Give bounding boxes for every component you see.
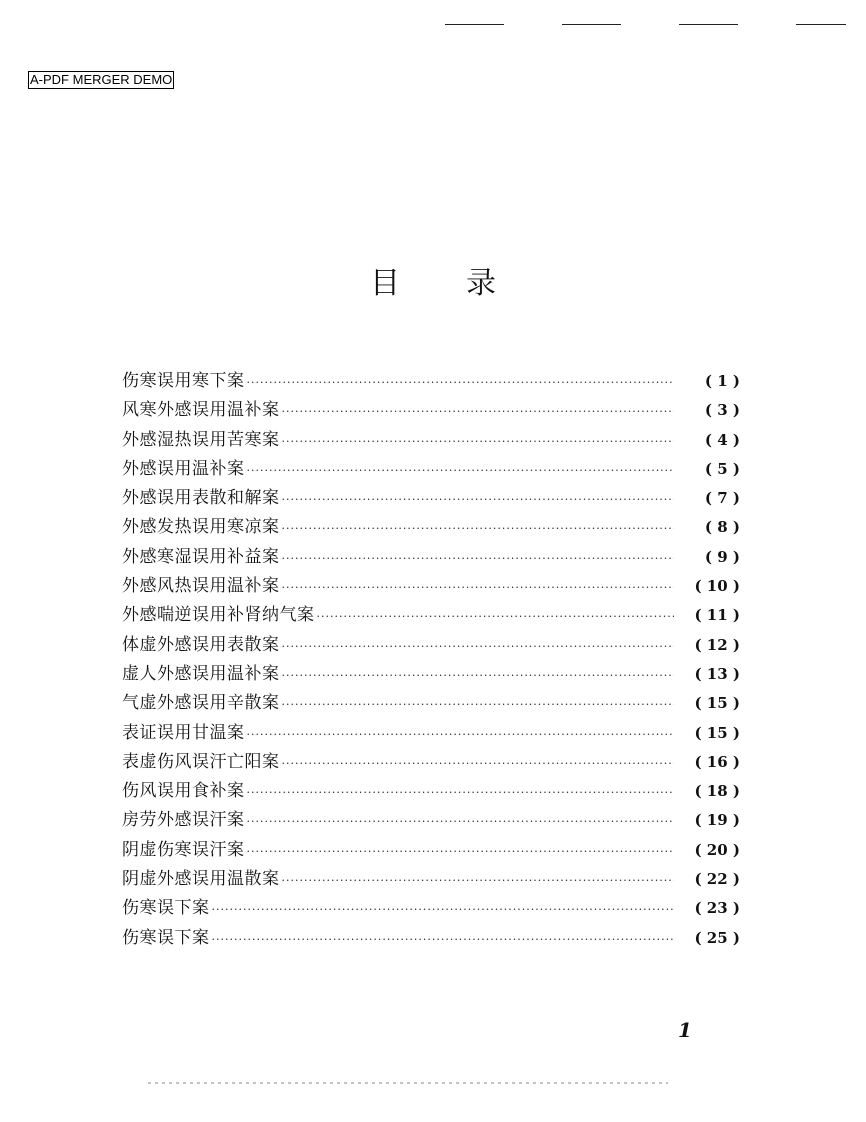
- toc-entry[interactable]: [122, 689, 740, 718]
- toc-entry[interactable]: [122, 660, 740, 689]
- toc-leader-dots: [282, 690, 675, 719]
- toc-entry-label: 伤寒误下案: [122, 898, 210, 919]
- toc-entry-label: 阴虚外感误用温散案: [122, 869, 280, 890]
- toc-entry-page: ( 23 ): [694, 899, 740, 918]
- toc-leader-dots: [317, 602, 675, 631]
- toc-entry-label: 外感风热误用温补案: [122, 576, 280, 597]
- toc-leader-dots: [282, 749, 675, 778]
- page-title: [0, 258, 866, 302]
- toc-leader-dots: [212, 895, 675, 924]
- page-number: 1: [678, 1018, 692, 1042]
- title-char-2: 录: [466, 266, 496, 301]
- toc-leader-dots: [282, 427, 675, 456]
- toc-entry-page: ( 5 ): [704, 459, 740, 478]
- toc-entry[interactable]: [122, 836, 740, 865]
- toc-leader-dots: [282, 661, 675, 690]
- toc-entry-page: ( 15 ): [694, 723, 740, 742]
- toc-entry-page: ( 16 ): [694, 752, 740, 771]
- toc-entry-label: 风寒外感误用温补案: [122, 400, 280, 421]
- toc-entry[interactable]: [122, 396, 740, 425]
- toc-entry-label: 气虚外感误用辛散案: [122, 693, 280, 714]
- toc-entry-label: 外感寒湿误用补益案: [122, 546, 280, 567]
- toc-entry[interactable]: [122, 865, 740, 894]
- toc-entry[interactable]: [122, 484, 740, 513]
- toc-entry-label: 体虚外感误用表散案: [122, 634, 280, 655]
- toc-entry-label: 阴虚伤寒误汗案: [122, 839, 245, 860]
- toc-leader-dots: [247, 368, 675, 397]
- toc-leader-dots: [247, 807, 675, 836]
- toc-entry-label: 外感喘逆误用补肾纳气案: [122, 605, 315, 626]
- toc-entry[interactable]: [122, 572, 740, 601]
- toc-entry-page: ( 13 ): [694, 664, 740, 683]
- toc-entry-label: 外感发热误用寒凉案: [122, 517, 280, 538]
- toc-entry-label: 表证误用甘温案: [122, 722, 245, 743]
- toc-entry-page: ( 7 ): [704, 489, 740, 508]
- toc-leader-dots: [247, 720, 675, 749]
- toc-leader-dots: [282, 866, 675, 895]
- toc-leader-dots: [247, 456, 675, 485]
- toc-entry[interactable]: [122, 513, 740, 542]
- toc-entry[interactable]: [122, 367, 740, 396]
- toc-entry-page: ( 12 ): [694, 635, 740, 654]
- toc-entry[interactable]: [122, 631, 740, 660]
- toc-leader-dots: [247, 837, 675, 866]
- toc-leader-dots: [282, 514, 675, 543]
- toc-entry-page: ( 20 ): [694, 840, 740, 859]
- toc-entry[interactable]: [122, 719, 740, 748]
- toc-entry[interactable]: [122, 777, 740, 806]
- watermark-stamp: A-PDF MERGER DEMO: [30, 72, 173, 87]
- toc-leader-dots: [282, 544, 675, 573]
- toc-entry-page: ( 10 ): [694, 577, 740, 596]
- header-rule-4: [796, 24, 846, 25]
- header-rule-3: [679, 24, 738, 25]
- toc-entry-label: 伤风误用食补案: [122, 781, 245, 802]
- toc-entry-page: ( 9 ): [704, 547, 740, 566]
- toc-entry[interactable]: [122, 543, 740, 572]
- toc-entry[interactable]: [122, 601, 740, 630]
- toc-entry-page: ( 3 ): [704, 401, 740, 420]
- toc-entry-page: ( 11 ): [694, 606, 740, 625]
- title-char-1: 目: [370, 266, 400, 301]
- header-rule-2: [562, 24, 621, 25]
- toc-entry[interactable]: [122, 806, 740, 835]
- toc-entry-label: 伤寒误用寒下案: [122, 371, 245, 391]
- toc-entry-page: ( 8 ): [704, 518, 740, 537]
- header-rule-1: [445, 24, 504, 25]
- toc-entry[interactable]: [122, 426, 740, 455]
- toc-leader-dots: [282, 485, 675, 514]
- toc-entry-label: 房劳外感误汗案: [122, 810, 245, 831]
- toc-entry-label: 虚人外感误用温补案: [122, 663, 280, 684]
- toc-entry-label: 表虚伤风误汗亡阳案: [122, 751, 280, 772]
- toc-entry-label: 外感误用表散和解案: [122, 488, 280, 509]
- toc-entry-page: ( 19 ): [694, 811, 740, 830]
- toc-entry[interactable]: [122, 748, 740, 777]
- toc-entry-label: 外感误用温补案: [122, 458, 245, 479]
- toc-entry-label: 外感湿热误用苦寒案: [122, 429, 280, 450]
- toc-leader-dots: [282, 632, 675, 661]
- toc-entry[interactable]: [122, 894, 740, 923]
- toc-entry-page: ( 15 ): [694, 694, 740, 713]
- toc-entry-page: ( 1 ): [704, 372, 740, 390]
- toc-entry[interactable]: [122, 924, 740, 953]
- toc-leader-dots: [212, 925, 675, 954]
- scan-artifact-line: [148, 1082, 668, 1084]
- toc-entry-page: ( 18 ): [694, 782, 740, 801]
- toc-leader-dots: [282, 397, 675, 426]
- toc-entry[interactable]: [122, 455, 740, 484]
- toc-entry-page: ( 22 ): [694, 870, 740, 889]
- table-of-contents: [122, 367, 740, 953]
- toc-entry-label: 伤寒误下案: [122, 927, 210, 948]
- toc-entry-page: ( 4 ): [704, 430, 740, 449]
- toc-entry-page: ( 25 ): [694, 928, 740, 947]
- toc-leader-dots: [247, 778, 675, 807]
- toc-leader-dots: [282, 573, 675, 602]
